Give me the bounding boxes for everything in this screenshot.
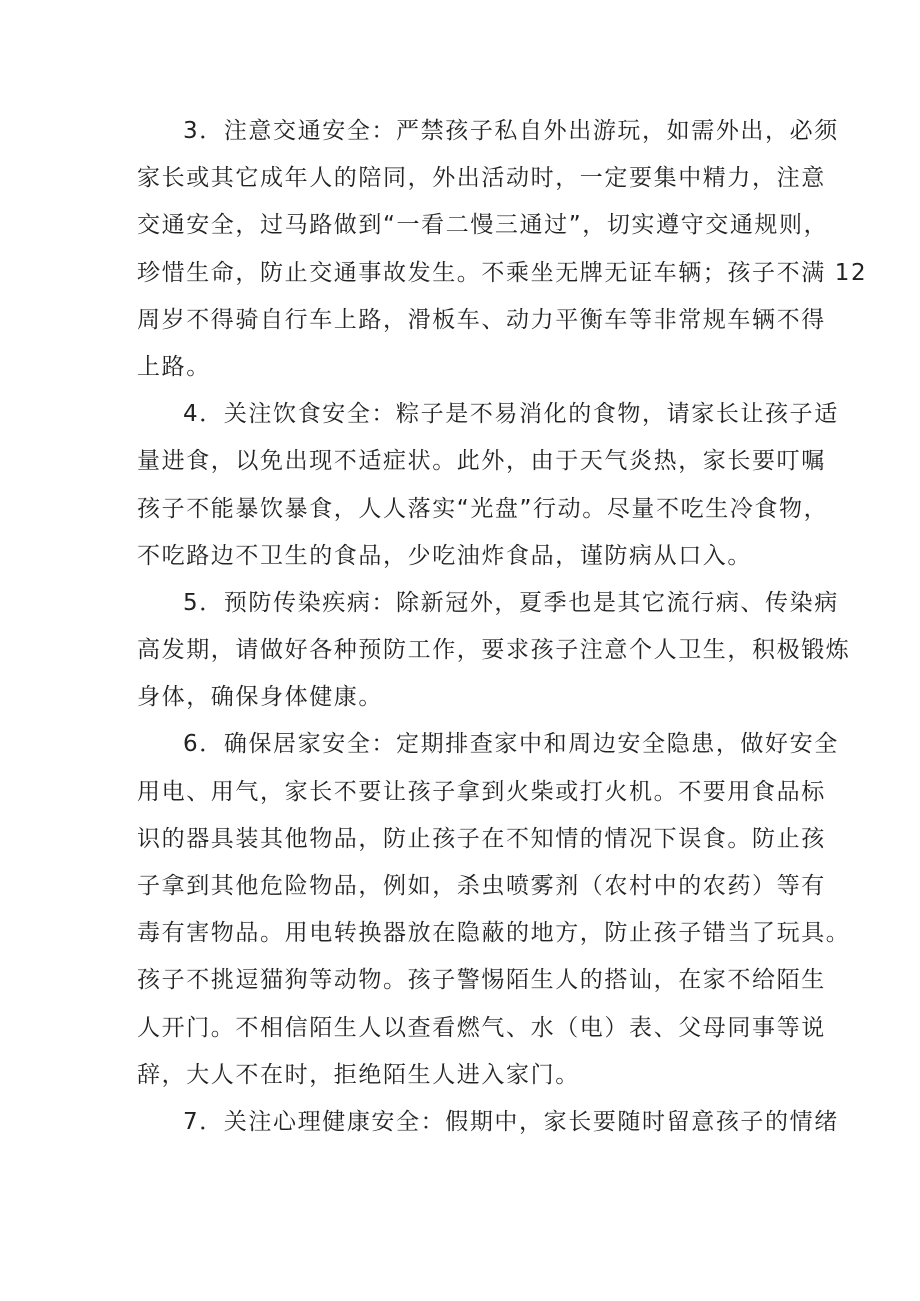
text-line: 用电、用气，家长不要让孩子拿到火柴或打火机。不要用食品标 [137,778,826,805]
paragraph-food-safety [137,391,839,580]
paragraph-traffic-safety [137,108,868,391]
paragraph-home-safety [137,721,851,1099]
text-line: 6．确保居家安全：定期排查家中和周边安全隐患，做好安全 [183,731,839,758]
text-line: 身体，确保身体健康。 [137,684,383,711]
text-line: 识的器具装其他物品，防止孩子在不知情的情况下误食。防止孩 [137,825,826,852]
text-line: 4．关注饮食安全：粽子是不易消化的食物，请家长让孩子适 [183,401,839,428]
text-line: 不吃路边不卫生的食品，少吃油炸食品，谨防病从口入。 [137,542,752,569]
text-line: 5．预防传染疾病：除新冠外，夏季也是其它流行病、传染病 [183,589,839,616]
text-line: 孩子不能暴饮暴食，人人落实“光盘”行动。尽量不吃生冷食物， [137,495,829,522]
text-line: 辞，大人不在时，拒绝陌生人进入家门。 [137,1061,580,1088]
text-line: 子拿到其他危险物品，例如，杀虫喷雾剂（农村中的农药）等有 [137,873,826,899]
text-line: 7．关注心理健康安全：假期中，家长要随时留意孩子的情绪 [183,1108,839,1135]
text-line: 家长或其它成年人的陪同，外出活动时，一定要集中精力，注意 [137,165,826,192]
text-line: 人开门。不相信陌生人以查看燃气、水（电）表、父母同事等说 [137,1014,826,1041]
text-line: 上路。 [137,353,211,380]
text-line: 3．注意交通安全：严禁孩子私自外出游玩，如需外出，必须 [183,118,839,144]
text-line: 周岁不得骑自行车上路，滑板车、动力平衡车等非常规车辆不得 [137,306,826,333]
text-line: 毒有害物品。用电转换器放在隐蔽的地方，防止孩子错当了玩具。 [137,920,851,947]
text-line: 交通安全，过马路做到“一看二慢三通过”，切实遵守交通规则， [137,212,829,239]
text-line: 量进食，以免出现不适症状。此外，由于天气炎热，家长要叮嘱 [137,448,826,475]
text-line: 高发期，请做好各种预防工作，要求孩子注意个人卫生，积极锻炼 [137,637,851,664]
paragraph-disease-prevention [137,580,851,722]
text-line: 珍惜生命，防止交通事故发生。不乘坐无牌无证车辆；孩子不满 12 [137,259,868,286]
text-line: 孩子不挑逗猫狗等动物。孩子警惕陌生人的搭讪，在家不给陌生 [137,967,826,994]
document-body [137,108,868,1146]
paragraph-mental-health [137,1099,839,1146]
